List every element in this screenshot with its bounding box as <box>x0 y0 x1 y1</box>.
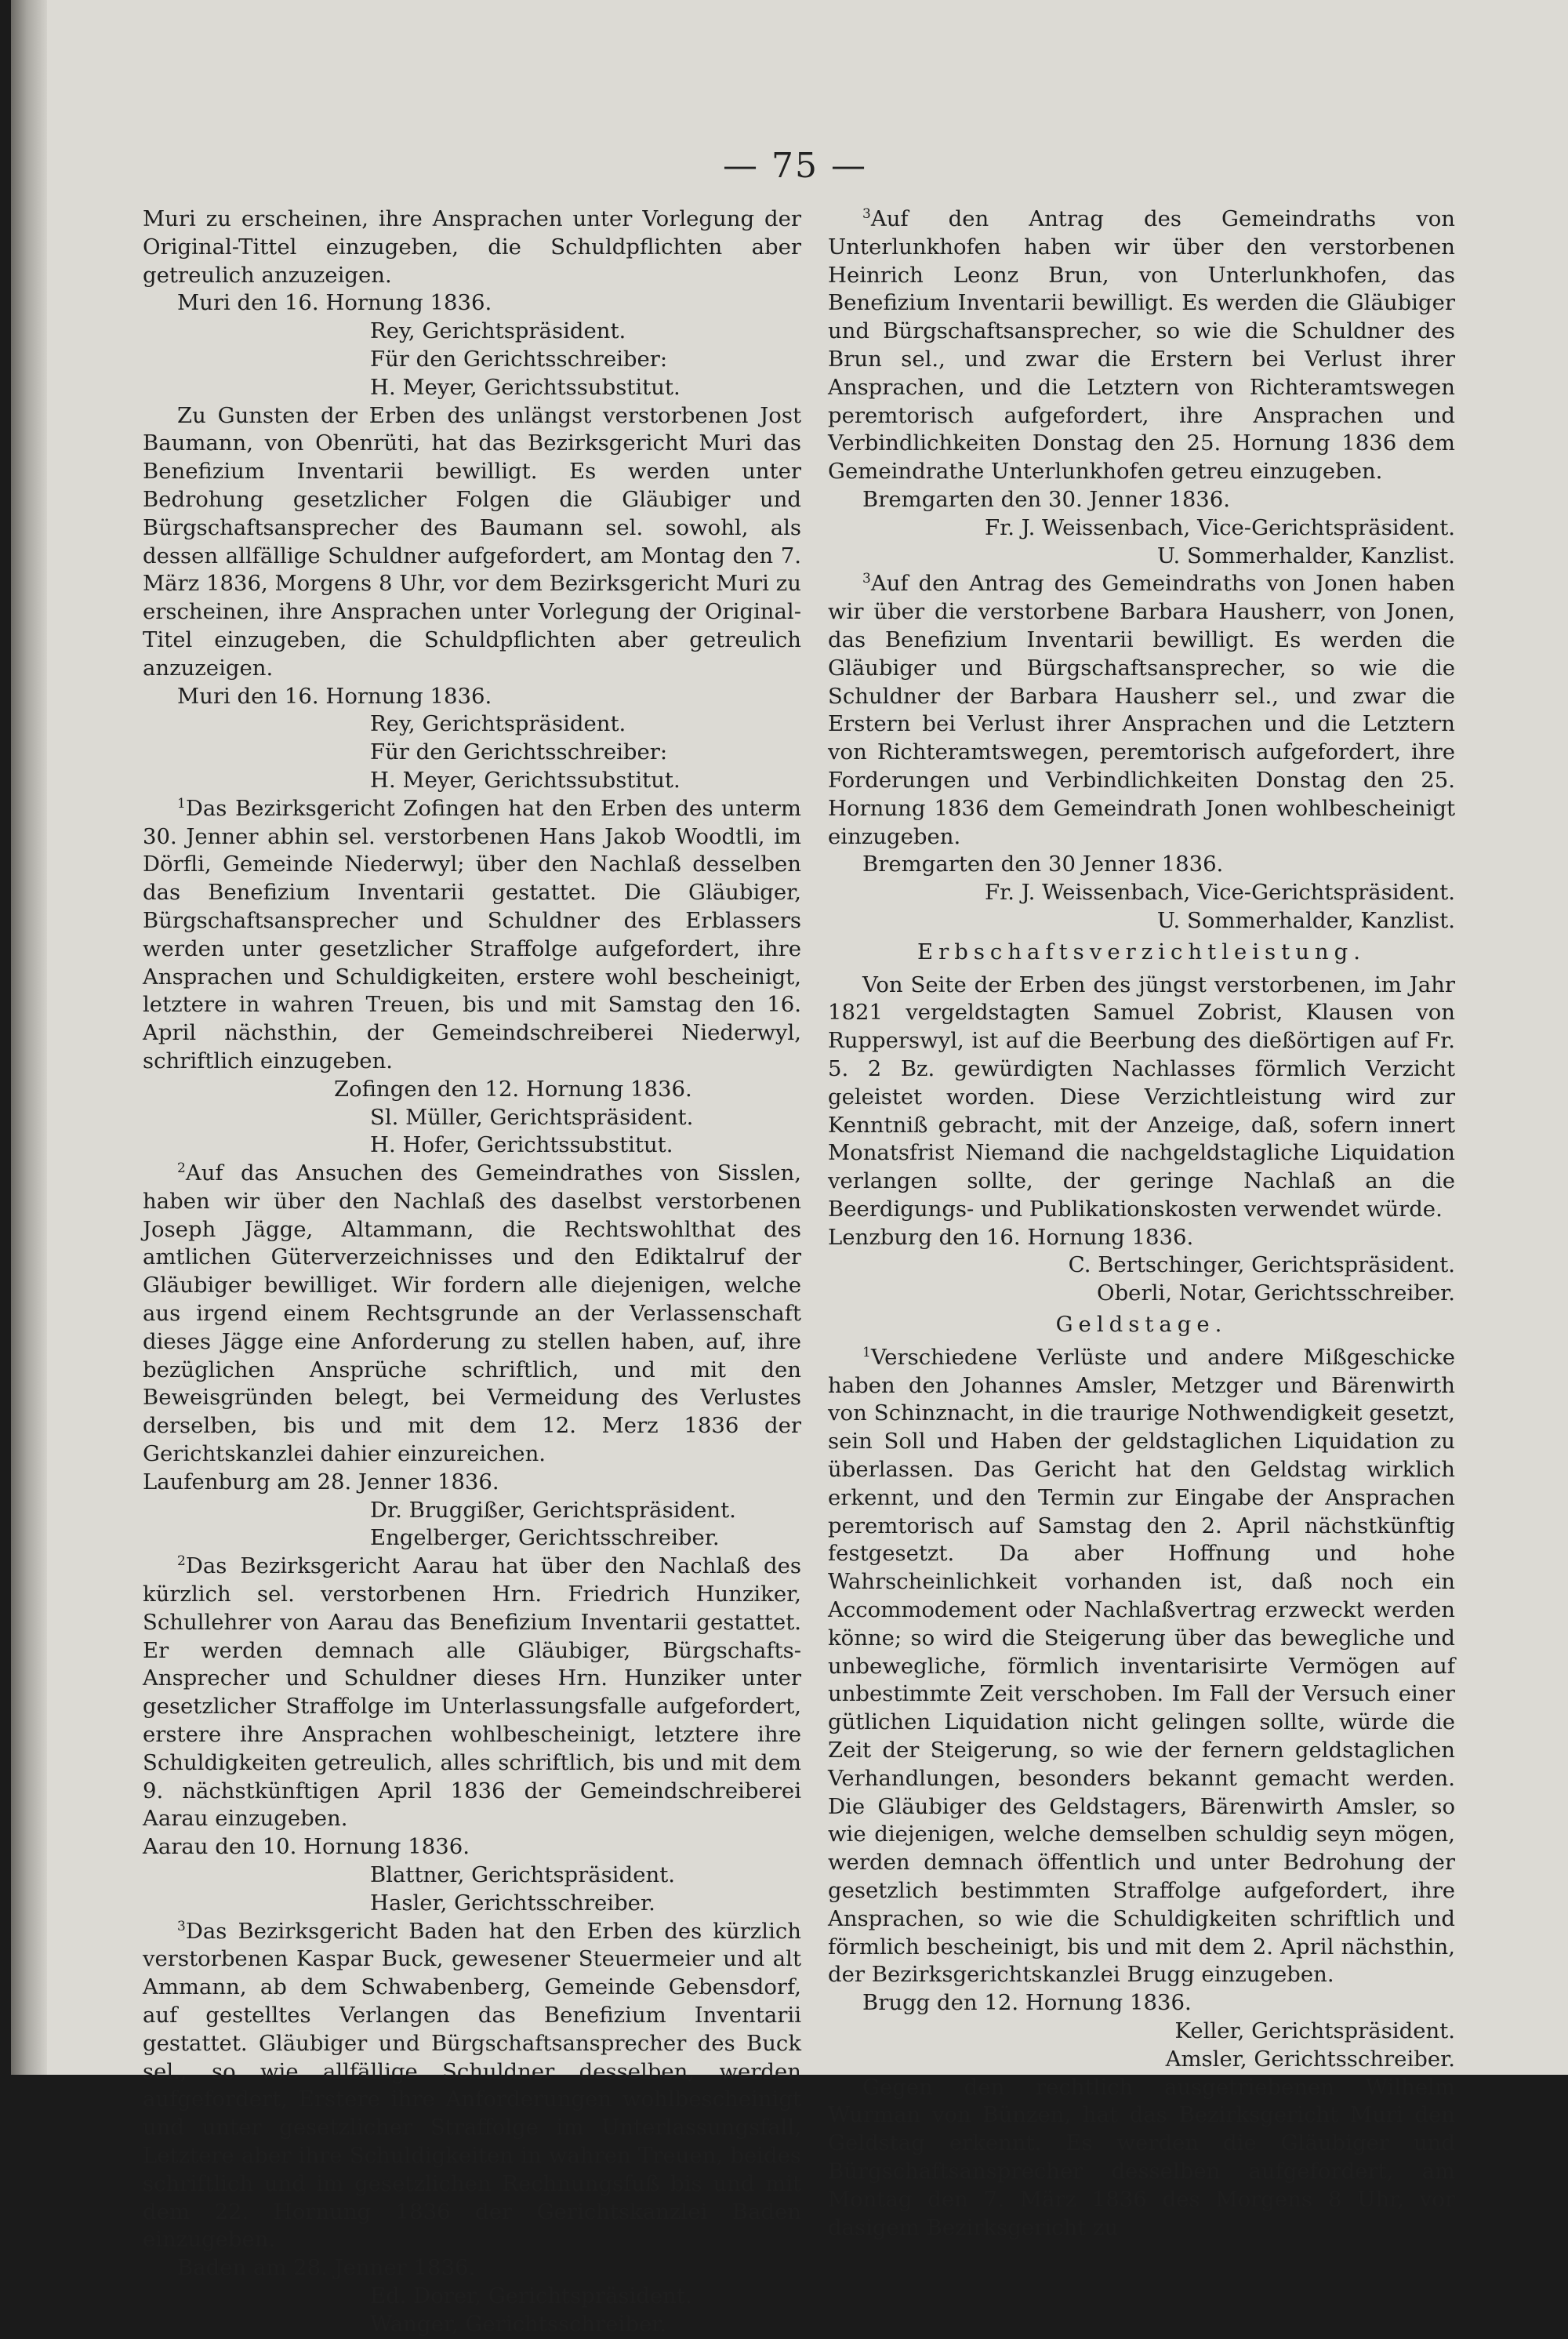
notice-hunziker <box>143 1553 801 1833</box>
footnote-marker: 3 <box>862 205 871 222</box>
notice-text: Das Bezirksgericht Baden hat den Erben des kürzlich verstorbenen Kaspar Buck, gewesener Steuermeier und alt Ammann, ab dem Schwabenberg, Gemeinde Gebensdorf, auf gestelltes Verlangen das Benefizium Inventarii gestattet. Gläubiger und Bürgschaftsansprecher des Buck sel., so wie allfällige Schuldner desselben, werden aufgefordert, Erstere ihre Anforderungen wohlbescheinigt und unter gesetzlicher Straffolge im Unterlassungsfall, Letztere aber ihre Schuldigkeiten in wahren Treuen, beides schriftlich und im gesetzlichen Rechnungsfuß bis und mit dem 22. Hornung 1836 der Gerichtskanzlei Baden einzugeben. <box>143 1918 801 2253</box>
notice-continuation: Muri zu erscheinen, ihre Ansprachen unter Vorlegung der Original-Tittel einzugeben, die Schuldpflichten aber getreulich anzuzeigen. <box>143 206 801 288</box>
notice-date: Aarau den 10. Hornung 1836. <box>143 1834 470 1860</box>
notice-text: Verschiedene Verlüste und andere Mißgeschicke haben den Johannes Amsler, Metzger und Bärenwirth von Schinznacht, in die traurige Nothwendigkeit gesetzt, sein Soll und Haben der geldstaglichen Liquidation zu überlassen. Das Gericht hat den Geldstag wirklich erkennt, und den Termin zur Eingabe der Ansprachen peremtorisch auf Samstag den 2. April nächstkünftig festgesetzt. Da aber Hoffnung und hohe Wahrscheinlichkeit vorhanden ist, daß noch ein Accommodement oder Nachlaßvertrag erzweckt werden könne; so wird die Steigerung über das bewegliche und unbewegliche, förmlich inventarisirte Vermögen auf unbestimmte Zeit verschoben. Im Fall der Versuch einer gütlichen Liquidation nicht gelingen sollte, würde die Zeit der Steigerung, so wie der fernern geldstaglichen Verhandlungen, besonders bekannt gemacht werden. Die Gläubiger des Geldstagers, Bärenwirth Amsler, so wie diejenigen, welche demselben schuldig seyn mögen, werden demnach öffentlich und unter Bedrohung der gesetzlich bestimmten Straffolge aufgefordert, ihre Ansprachen, so wie die Schuldigkeiten schriftlich und förmlich bescheinigt, bis und mit dem 2. April nächsthin, der Bezirksgerichtskanzlei Brugg einzugeben. <box>828 1344 1455 1988</box>
signature-clerk-label: Für den Gerichtsschreiber: <box>370 346 668 372</box>
signature-clerk: Engelberger, Gerichtsschreiber. <box>370 1525 720 1551</box>
section-heading-erbschaft: Erbschaftsverzichtleistung. <box>917 939 1366 964</box>
signature-clerk: Amsler, Gerichtsschreiber. <box>1165 2046 1455 2072</box>
newspaper-page <box>11 0 1568 2337</box>
notice-text: Das Bezirksgericht Aarau hat über den Nachlaß des kürzlich sel. verstorbenen Hrn. Friedrich Hunziker, Schullehrer von Aarau das Benefizium Inventarii gestattet. Er werden demnach alle Gläubiger, Bürgschafts-Ansprecher und Schuldner dieses Hrn. Hunziker unter gesetzlicher Straffolge im Unterlassungsfalle aufgefordert, erstere ihre Ansprachen wohlbescheinigt, letztere ihre Schuldigkeiten getreulich, alles schriftlich, bis und mit dem 9. nächstkünftigen April 1836 der Gemeindschreiberei Aarau einzugeben. <box>143 1553 801 1832</box>
notice-date: Lenzburg den 16. Hornung 1836. <box>828 1224 1194 1250</box>
notice-date: Laufenburg am 28. Jenner 1836. <box>143 1469 499 1495</box>
notice-buck <box>143 1918 801 2255</box>
footnote-marker: 3 <box>862 571 871 587</box>
notice-text: Auf den Antrag des Gemeindraths von Unterlunkhofen haben wir über den verstorbenen Heinrich Leonz Brun, von Unterlunkhofen, das Benefizium Inventarii bewilligt. Es werden die Gläubiger und Bürgschaftsansprecher, so wie die Schuldner des Brun sel., und zwar die Erstern bei Verlust ihrer Ansprachen, und die Letztern von Richteramtswegen peremtorisch aufgefordert, ihre Ansprachen und Verbindlichkeiten Donstag den 25. Hornung 1836 dem Gemeindrathe Unterlunkhofen getreu einzugeben. <box>828 206 1455 485</box>
signature-president: Rey, Gerichtspräsident. <box>370 711 626 737</box>
notice-text: Das Bezirksgericht Zofingen hat den Erben des unterm 30. Jenner abhin sel. verstorbenen Hans Jakob Woodtli, im Dörfli, Gemeinde Niederwyl; über den Nachlaß desselben das Benefizium Inventarii gestattet. Die Gläubiger, Bürgschaftsansprecher und Schuldner des Erblassers werden unter gesetzlicher Straffolge aufgefordert, ihre Ansprachen und Schuldigkeiten, erstere wohl bescheinigt, letztere in wahren Treuen, bis und mit Samstag den 16. April nächsthin, der Gemeindschreiberei Niederwyl, schriftlich einzugeben. <box>143 795 801 1073</box>
notice-hausherr <box>828 570 1455 851</box>
notice-wurman: Gegen den rechtlich ausgetriebenen Wilhelm Wurman von Bünzen, hat das Bezirksgericht Muri den Geldstag erkennt. Es werden die Gläubiger und Bürgschaftsansprecher desselben aufgefordert, am Montag den 7. März 1836 des Morgens 8 Uhr, vor dasigem Bezirksgericht zu <box>828 2074 1455 2240</box>
footnote-marker: 1 <box>177 795 186 812</box>
signature-clerk-label: Für den Gerichtsschreiber: <box>370 739 668 765</box>
footnote-marker: 1 <box>862 1344 871 1360</box>
signature-clerk: U. Sommerhalder, Kanzlist. <box>1156 543 1455 568</box>
notice-text: Auf den Antrag des Gemeindraths von Jonen haben wir über die verstorbene Barbara Hausherr, von Jonen, das Benefizium Inventarii bewilligt. Es werden die Gläubiger und Bürgschaftsansprecher, so wie die Schuldner der Barbara Hausherr sel., und zwar die Erstern bei Verlust ihrer Ansprachen und die Letztern von Richteramtswegen, peremtorisch aufgefordert, ihre Forderungen und Verbindlichkeiten Donstag den 25. Hornung 1836 dem Gemeindrath Jonen wohlbescheinigt einzugeben. <box>828 571 1455 849</box>
signature-president: Rey, Gerichtspräsident. <box>370 318 626 344</box>
notice-date: Bremgarten den 30 Jenner 1836. <box>862 852 1224 877</box>
right-column <box>828 205 1455 2242</box>
signature-clerk: Hasler, Gerichtsschreiber. <box>370 1890 655 1916</box>
notice-date: Baden am 28. Jenner 1836. <box>177 2255 476 2281</box>
notice-baumann: Zu Gunsten der Erben des unlängst verstorbenen Jost Baumann, von Obenrüti, hat das Bezirksgericht Muri das Benefizium Inventarii bewilligt. Es werden unter Bedrohung gesetzlicher Folgen die Gläubiger und Bürgschaftsansprecher des Baumann sel. sowohl, als dessen allfällige Schuldner aufgefordert, am Montag den 7. März 1836, Morgens 8 Uhr, vor dem Bezirksgericht Muri zu erscheinen, ihre Ansprachen unter Vorlegung der Original-Titel einzugeben, die Schuldpflichten aber getreulich anzuzeigen. <box>143 402 801 681</box>
notice-brun <box>828 205 1455 486</box>
notice-date: Brugg den 12. Hornung 1836. <box>862 1990 1192 2016</box>
signature-president: C. Bertschinger, Gerichtspräsident. <box>1068 1252 1455 1278</box>
signature-president: Blattner, Gerichtspräsident. <box>370 1862 675 1888</box>
signature-president: Dr. Bruggißer, Gerichtspräsident. <box>370 1497 736 1523</box>
footnote-marker: 2 <box>177 1160 186 1176</box>
footnote-marker: 2 <box>177 1553 186 1570</box>
footnote-marker: 3 <box>177 1918 186 1934</box>
signature-president: Keller, Gerichtspräsident. <box>1174 2018 1455 2043</box>
signature-clerk: H. Hofer, Gerichtssubstitut. <box>370 1132 673 1158</box>
signature-clerk: Wanger, Gerichtsschreiber. <box>370 2311 667 2337</box>
book-gutter <box>11 0 47 2075</box>
signature-clerk: H. Meyer, Gerichtssubstitut. <box>370 374 681 400</box>
signature-president: Fr. J. Weissenbach, Vice-Gerichtspräsident. <box>985 514 1455 540</box>
notice-amsler <box>828 1344 1455 1989</box>
notice-text: Auf das Ansuchen des Gemeindrathes von Sisslen, haben wir über den Nachlaß des daselbst verstorbenen Joseph Jägge, Altammann, die Rechtswohlthat des amtlichen Güterverzeichnisses und den Ediktalruf der Gläubiger bewilliget. Wir fordern alle diejenigen, welche aus irgend einem Rechtsgrunde an der Verlassenschaft dieses Jägge eine Anforderung zu stellen haben, auf, ihre bezüglichen Ansprüche schriftlich, und mit den Beweisgründen belegt, bei Vermeidung des Verlustes derselben, bis und mit dem 12. Merz 1836 der Gerichtskanzlei dahier einzureichen. <box>143 1160 801 1467</box>
signature-president: Sl. Müller, Gerichtspräsident. <box>370 1104 694 1130</box>
left-column <box>143 205 801 2339</box>
notice-jaegge <box>143 1160 801 1469</box>
signature-clerk: U. Sommerhalder, Kanzlist. <box>1156 907 1455 933</box>
notice-date: Muri den 16. Hornung 1836. <box>177 290 492 316</box>
notice-date: Bremgarten den 30. Jenner 1836. <box>862 486 1231 512</box>
signature-clerk: H. Meyer, Gerichtssubstitut. <box>370 767 681 793</box>
notice-woodtli <box>143 795 801 1076</box>
notice-zobrist: Von Seite der Erben des jüngst verstorbenen, im Jahr 1821 vergeldstagten Samuel Zobrist, Klausen von Rupperswyl, ist auf die Beerbung des dießörtigen auf Fr. 5. 2 Bz. gewürdigten Nachlasses förmlich Verzicht geleistet worden. Diese Verzichtleistung wird zur Kenntniß gebracht, mit der Anzeige, daß, sofern innert Monatsfrist Niemand die nachgeldstagliche Liquidation verlangen sollte, der geringe Nachlaß an die Beerdigungs- und Publikationskosten verwendet würde. <box>828 972 1455 1222</box>
signature-president: Ed. Dorer, Gerichtspräsident. <box>370 2283 692 2308</box>
notice-date: Zofingen den 12. Hornung 1836. <box>334 1076 692 1102</box>
signature-president: Fr. J. Weissenbach, Vice-Gerichtspräsident. <box>985 880 1455 906</box>
page-number: — 75 — <box>723 146 867 186</box>
notice-date: Muri den 16. Hornung 1836. <box>177 683 492 709</box>
section-heading-geldstage: Geldstage. <box>1055 1312 1228 1338</box>
signature-clerk: Oberli, Notar, Gerichtsschreiber. <box>1097 1280 1455 1306</box>
